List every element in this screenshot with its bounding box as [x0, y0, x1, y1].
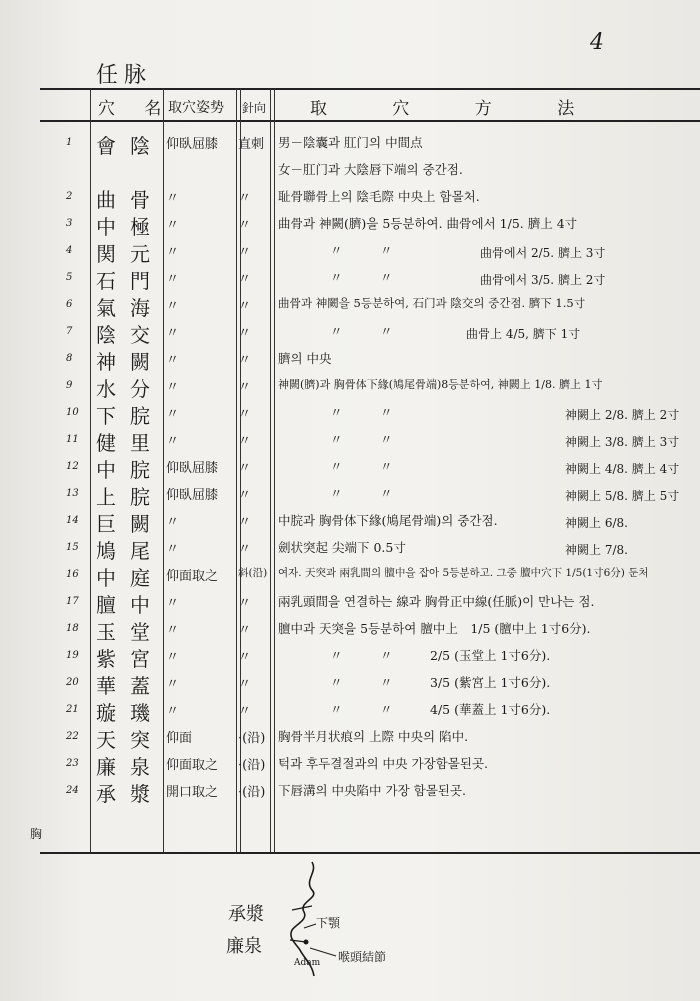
- posture: 仰面取之: [166, 758, 219, 773]
- needle-direction: 〃: [238, 542, 252, 557]
- posture: 仰臥屈膝: [166, 461, 219, 476]
- posture: 〃: [166, 299, 180, 314]
- point-name: 承漿: [96, 782, 164, 806]
- table-row: [0, 641, 700, 671]
- row-number: 12: [66, 461, 79, 472]
- needle-direction: 直刺: [238, 137, 265, 152]
- posture: 〃: [166, 326, 180, 341]
- posture: 〃: [166, 434, 180, 449]
- method: 〃 〃: [330, 459, 393, 474]
- method-note: 曲骨上 4/5, 臍下 1寸: [466, 327, 581, 341]
- method-note: 曲骨에서 3/5. 臍上 2寸: [480, 273, 606, 287]
- point-name: 鳩尾: [96, 539, 164, 563]
- method: 神闕(臍)과 胸骨体下緣(鳩尾骨端)8등분하여, 神闕上 1/8. 臍上 1寸: [278, 378, 603, 391]
- point-name: 華蓋: [96, 674, 164, 698]
- method: 여자. 天突과 兩乳間의 膻中을 잡아 5등분하고. 그중 膻中穴下 1/5(1寸6分) 둔처: [278, 567, 649, 579]
- method-note: 神闕上 4/8. 臍上 4寸: [565, 462, 680, 476]
- table-row: [0, 236, 700, 266]
- row-number: 8: [66, 353, 73, 364]
- throat-sketch: [200, 858, 440, 978]
- posture: 〃: [166, 677, 180, 692]
- table-row: [0, 479, 700, 509]
- posture: 開口取之: [166, 785, 219, 800]
- needle-direction: 〃: [238, 380, 252, 395]
- posture: 〃: [166, 596, 180, 611]
- table-row: [0, 155, 700, 182]
- method-note: 神闕上 5/8. 臍上 5寸: [565, 489, 680, 503]
- method: 〃 〃: [330, 243, 393, 258]
- method-note: 神闕上 7/8.: [565, 543, 628, 557]
- method-note: 神闕上 2/8. 臍上 2寸: [565, 408, 680, 422]
- sketch-label-mandible: 下顎: [316, 916, 341, 930]
- row-number: 15: [66, 542, 79, 553]
- needle-direction: 〃: [238, 596, 252, 611]
- posture: 仰面: [166, 731, 193, 746]
- row-number: 14: [66, 515, 79, 526]
- posture: 〃: [166, 623, 180, 638]
- needle-direction: 〃: [238, 488, 252, 503]
- needle-direction: 〃: [238, 299, 252, 314]
- needle-direction: 〃: [238, 245, 252, 260]
- point-name: 下脘: [96, 404, 164, 428]
- point-name: 上脘: [96, 485, 164, 509]
- table-row: [0, 263, 700, 293]
- point-name: 水分: [96, 377, 164, 401]
- method: 〃 〃: [330, 486, 393, 501]
- table-row: [0, 587, 700, 617]
- table-row: [0, 182, 700, 212]
- posture: 仰臥屈膝: [166, 488, 219, 503]
- point-name: 璇璣: [96, 701, 164, 725]
- needle-direction: 〃: [238, 434, 252, 449]
- posture: 〃: [166, 515, 180, 530]
- point-name: 中極: [96, 215, 164, 239]
- point-name: 巨闕: [96, 512, 164, 536]
- point-name: 神闕: [96, 350, 164, 374]
- meridian-title: 任脉: [96, 63, 153, 88]
- method-note: 神闕上 6/8.: [565, 516, 628, 530]
- table-row: [0, 614, 700, 644]
- needle-direction: 〃: [238, 353, 252, 368]
- sketch-label-adam: Adam: [294, 958, 321, 968]
- row-number: 2: [66, 191, 73, 202]
- method: 〃 〃 2/5 (玉堂上 1寸6分).: [330, 648, 551, 663]
- table-row: [0, 452, 700, 482]
- row-number: 10: [66, 407, 79, 418]
- point-name: 陰交: [96, 323, 164, 347]
- needle-direction: 斜(沿): [238, 567, 268, 579]
- needle-direction: 〃: [238, 326, 252, 341]
- needle-direction: 〃: [238, 218, 252, 233]
- point-name: 天突: [96, 728, 164, 752]
- sketch-label-lianquan: 廉泉: [226, 936, 262, 957]
- needle-direction: 〃: [238, 623, 252, 638]
- row-number: 16: [66, 569, 79, 580]
- posture: 仰面取之: [166, 569, 219, 584]
- needle-direction: 〃: [238, 191, 252, 206]
- point-name: 中脘: [96, 458, 164, 482]
- row-number: 7: [66, 326, 73, 337]
- needle-direction: ·(沿): [238, 731, 266, 746]
- row-number: 6: [66, 299, 73, 310]
- table-row: [0, 209, 700, 239]
- header-name: 穴 名: [98, 99, 174, 119]
- needle-direction: 〃: [238, 650, 252, 665]
- method: 女－肛门과 大陰唇下端의 중간점.: [278, 162, 463, 177]
- posture: 〃: [166, 542, 180, 557]
- table-row: [0, 128, 700, 158]
- row-number: 23: [66, 758, 79, 769]
- table-row: [0, 344, 700, 374]
- point-name: 関元: [96, 242, 164, 266]
- method: 膻中과 天突을 5등분하여 膻中上 1/5 (膻中上 1寸6分).: [278, 621, 591, 636]
- method: 下唇溝의 中央陷中 가장 함몰된곳.: [278, 783, 466, 798]
- table-row: [0, 722, 700, 752]
- method: 劍状突起 尖端下 0.5寸: [278, 540, 406, 555]
- sketch-label-larynx: 喉頭結節: [338, 950, 387, 964]
- method: 〃 〃: [330, 405, 393, 420]
- method: 男－陰囊과 肛门의 中間点: [278, 135, 423, 150]
- method: 臍의 中央: [278, 351, 332, 366]
- row-number: 22: [66, 731, 79, 742]
- posture: 〃: [166, 704, 180, 719]
- table-top-rule: [40, 88, 700, 90]
- point-name: 氣海: [96, 296, 164, 320]
- table-row: [0, 749, 700, 779]
- point-name: 中庭: [96, 566, 164, 590]
- posture: 〃: [166, 218, 180, 233]
- row-number: 20: [66, 677, 79, 688]
- table-row: [0, 371, 700, 401]
- table-row: [0, 776, 700, 806]
- row-number: 18: [66, 623, 79, 634]
- method: 〃 〃: [330, 324, 393, 339]
- header-posture: 取穴姿势: [168, 100, 224, 116]
- table-header-rule: [40, 120, 700, 122]
- row-number: 21: [66, 704, 79, 715]
- needle-direction: 〃: [238, 677, 252, 692]
- method: 耻骨聯骨上의 陰毛際 中央上 함몰처.: [278, 189, 480, 204]
- point-name: 曲骨: [96, 188, 164, 212]
- row-number: 9: [66, 380, 73, 391]
- table-bottom-rule: [40, 852, 700, 854]
- posture: 〃: [166, 650, 180, 665]
- row-number: 4: [66, 245, 73, 256]
- posture: 仰臥屈膝: [166, 137, 219, 152]
- point-name: 膻中: [96, 593, 164, 617]
- table-row: [0, 506, 700, 536]
- row-number: 11: [66, 434, 79, 445]
- row-number: 13: [66, 488, 79, 499]
- method: 胸骨半月状痕의 上際 中央의 陷中.: [278, 729, 469, 744]
- needle-direction: 〃: [238, 704, 252, 719]
- sketch-label-chengjiang: 承漿: [228, 904, 264, 925]
- posture: 〃: [166, 380, 180, 395]
- table-row: [0, 425, 700, 455]
- method: 中脘과 胸骨体下緣(鳩尾骨端)의 중간점.: [278, 513, 498, 528]
- method-note: 神闕上 3/8. 臍上 3寸: [565, 435, 680, 449]
- method: 兩乳頭間을 연결하는 線과 胸骨正中線(任脈)이 만나는 점.: [278, 594, 595, 609]
- needle-direction: ·(沿): [238, 785, 266, 800]
- point-name: 紫宮: [96, 647, 164, 671]
- row-number: 3: [66, 218, 73, 229]
- row-number: 17: [66, 596, 79, 607]
- point-name: 石門: [96, 269, 164, 293]
- row-number: 1: [66, 137, 73, 148]
- method: 〃 〃: [330, 270, 393, 285]
- table-row: [0, 398, 700, 428]
- table-row: [0, 290, 700, 320]
- table-row: [0, 695, 700, 725]
- posture: 〃: [166, 407, 180, 422]
- needle-direction: 〃: [238, 515, 252, 530]
- method: 〃 〃: [330, 432, 393, 447]
- row-number: 5: [66, 272, 73, 283]
- needle-direction: 〃: [238, 272, 252, 287]
- method: 〃 〃 3/5 (紫宮上 1寸6分).: [330, 675, 551, 690]
- method: 曲骨과 神闕을 5등분하여, 石门과 陰交의 중간점. 臍下 1.5寸: [278, 296, 586, 310]
- margin-mark: 胸: [30, 827, 43, 841]
- header-method: 取 穴 方 法: [310, 99, 605, 119]
- posture: 〃: [166, 353, 180, 368]
- needle-direction: 〃: [238, 461, 252, 476]
- table-row: [0, 668, 700, 698]
- posture: 〃: [166, 245, 180, 260]
- table-row: [0, 533, 700, 563]
- header-direction: 針向: [242, 101, 267, 115]
- row-number: 24: [66, 785, 79, 796]
- method: 턱과 후두결절과의 中央 가장함몰된곳.: [278, 756, 488, 771]
- needle-direction: 〃: [238, 407, 252, 422]
- point-name: 健里: [96, 431, 164, 455]
- posture: 〃: [166, 272, 180, 287]
- method-note: 曲骨에서 2/5. 臍上 3寸: [480, 246, 606, 260]
- posture: 〃: [166, 191, 180, 206]
- point-name: 廉泉: [96, 755, 164, 779]
- point-name: 會陰: [96, 134, 164, 158]
- table-row: [0, 317, 700, 347]
- row-number: 19: [66, 650, 79, 661]
- method: 〃 〃 4/5 (華蓋上 1寸6分).: [330, 702, 551, 717]
- needle-direction: ·(沿): [238, 758, 266, 773]
- table-row: [0, 560, 700, 590]
- point-name: 玉堂: [96, 620, 164, 644]
- page-number: 4: [590, 30, 604, 55]
- method: 曲骨과 神闕(臍)을 5등분하여. 曲骨에서 1/5. 臍上 4寸: [278, 216, 578, 231]
